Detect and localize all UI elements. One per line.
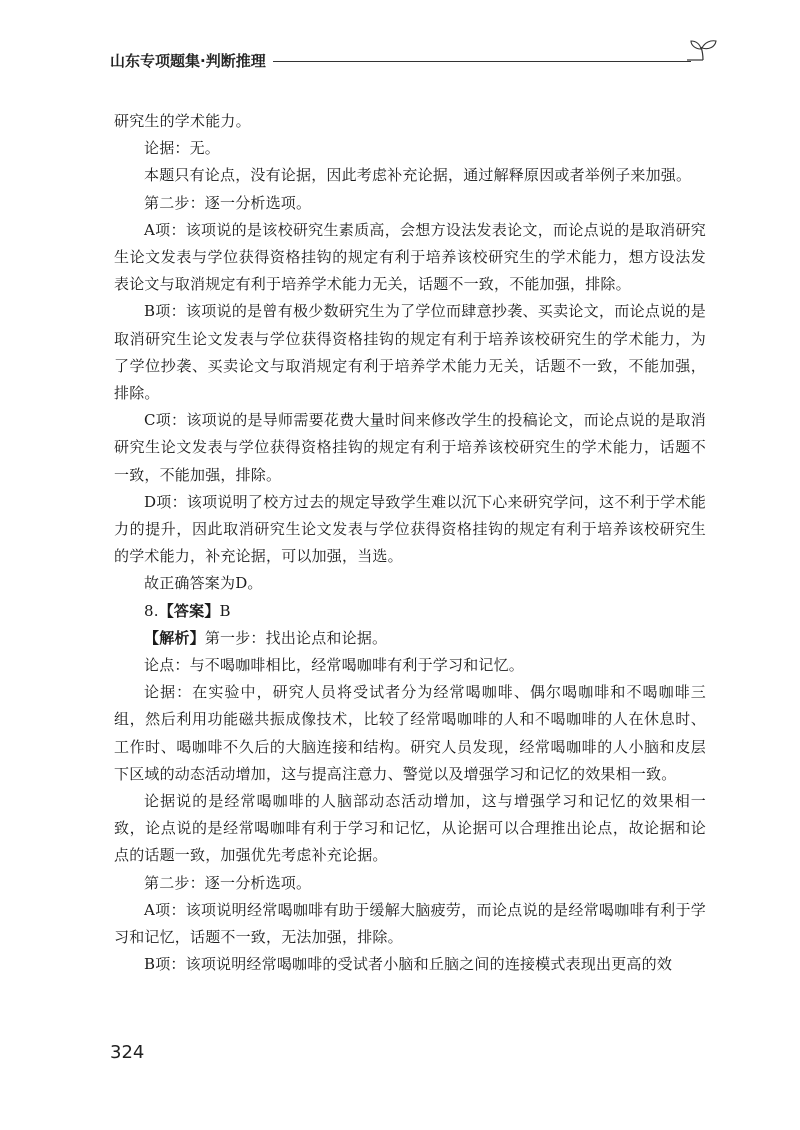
paragraph-option-c: C项：该项说的是导师需要花费大量时间来修改学生的投稿论文，而论点说的是取消研究生论文发表与学位获得资格挂钩的规定有利于培养该校研究生的学术能力，话题不一致，不能加强，排除。 xyxy=(114,411,706,484)
paragraph-option-d: D项：该项说明了校方过去的规定导致学生难以沉下心来研究学问，这不利于学术能力的提升，因此取消研究生论文发表与学位获得资格挂钩的规定有利于培养该校研究生的学术能力，补充论据，可以加强，当选。 xyxy=(114,492,706,566)
page-content xyxy=(114,108,706,979)
page-number: 324 xyxy=(110,1042,145,1063)
analysis-first-step: 第一步：找出论点和论据。 xyxy=(204,628,388,647)
paragraph-step-two-b: 第二步：逐一分析选项。 xyxy=(144,873,312,892)
question-number: 8. xyxy=(144,601,159,620)
header-title: 山东专项题集·判断推理 xyxy=(110,52,266,70)
paragraph-option-b-b: B项：该项说明经常喝咖啡的受试者小脑和丘脑之间的连接模式表现出更高的效 xyxy=(144,955,673,974)
paragraph-step-two: 第二步：逐一分析选项。 xyxy=(144,193,312,212)
page-header xyxy=(110,46,715,76)
paragraph-conclusion: 故正确答案为D。 xyxy=(144,574,263,593)
analysis-line xyxy=(114,625,706,652)
answer-value: B xyxy=(219,601,231,620)
paragraph-continuation: 研究生的学术能力。 xyxy=(114,112,251,130)
paragraph-option-b: B项：该项说的是曾有极少数研究生为了学位而肆意抄袭、买卖论文，而论点说的是取消研究生论文发表与学位获得资格挂钩的规定有利于培养该校研究生的学术能力，为了学位抄袭、买卖论文与取消规定有利于培养学术能力无关，话题不一致，不能加强，排除。 xyxy=(114,302,706,403)
paragraph-reasoning: 论据说的是经常喝咖啡的人脑部动态活动增加，这与增强学习和记忆的效果相一致，论点说的是经常喝咖啡有利于学习和记忆，从论据可以合理推出论点，故论据和论点的话题一致，加强优先考虑补充论据。 xyxy=(114,792,706,865)
analysis-label: 【解析】 xyxy=(144,628,205,647)
paragraph-option-a: A项：该项说的是该校研究生素质高，会想方设法发表论文，而论点说的是取消研究生论文发表与学位获得资格挂钩的规定有利于培养该校研究生的学术能力，想方设法发表论文与取消规定有利于培养学术能力无关，话题不一致，不能加强，排除。 xyxy=(114,220,706,294)
answer-label: 【答案】 xyxy=(158,601,220,620)
answer-line xyxy=(114,598,706,625)
paragraph-evidence-detail: 论据：在实验中，研究人员将受试者分为经常喝咖啡、偶尔喝咖啡和不喝咖啡三组，然后利用功能磁共振成像技术，比较了经常喝咖啡的人和不喝咖啡的人在休息时、工作时、喝咖啡不久后的大脑连接和结构。研究人员发现，经常喝咖啡的人小脑和皮层下区域的动态活动增加，这与提高注意力、警觉以及增强学习和记忆的效果相一致。 xyxy=(114,683,706,783)
sprout-icon xyxy=(683,38,719,68)
paragraph-evidence: 论据：无。 xyxy=(144,139,221,158)
header-rule xyxy=(273,61,691,62)
paragraph-argument: 论点：与不喝咖啡相比，经常喝咖啡有利于学习和记忆。 xyxy=(144,656,525,675)
paragraph-option-a-b: A项：该项说明经常喝咖啡有助于缓解大脑疲劳，而论点说的是经常喝咖啡有利于学习和记忆，话题不一致，无法加强，排除。 xyxy=(114,900,706,947)
paragraph-strategy: 本题只有论点，没有论据，因此考虑补充论据，通过解释原因或者举例子来加强。 xyxy=(144,166,692,185)
